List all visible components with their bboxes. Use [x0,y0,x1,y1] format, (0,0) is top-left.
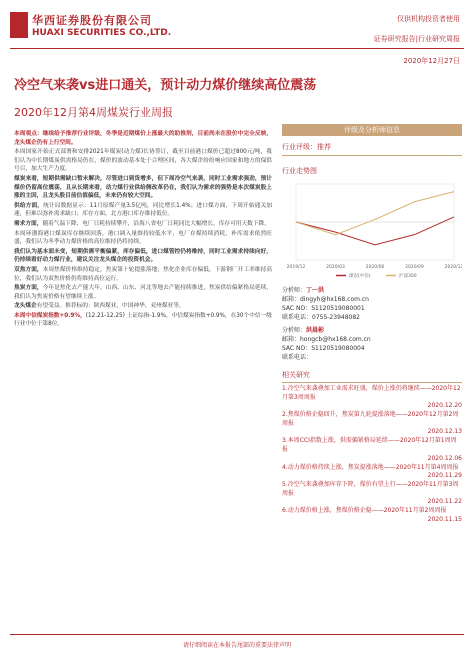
paragraph-7: 我们认为基本面未变，短期供需平衡偏紧，库存偏低，进口煤管控仍将维持，同时工业需求持续向好，仍持续看好动力煤行业，建议关注龙头煤企的投资机会。 [14,248,272,264]
rating-box-title: 评级及分析师信息 [282,124,462,136]
report-body [14,130,272,330]
trend-chart [282,178,462,282]
paragraph-5: 需求方面，随着气温下降，电厂日耗持续攀升，沿海八省电厂日耗同比大幅增长，库存可用天数下降。 [14,220,270,227]
company-name-en: HUAXI SECURITIES CO.,LTD. [32,28,172,38]
logo-mark [10,12,28,38]
analyst-2: 分析师：洪晨彬 邮箱：hongcb@hx168.com.cn SAC NO：S1120519080004 联系电话： [282,326,462,362]
x-tick-label: 2019/12 [286,265,306,270]
paragraph-4: 供给方面，统计局数据显示：11月原煤产量3.5亿吨，同比增长1.4%；进口煤方面，下周开始通关加速，但难以弥补需求缺口；库存方面，北方港口库存维持低位。 [14,202,273,218]
analyst-2-email[interactable]: 邮箱：hongcb@hx168.com.cn [282,336,371,343]
related-item[interactable]: 5.冷空气来袭叠加库存下降，煤价有望上行——2020年11月第3周周报 [282,481,459,497]
related-research-title: 相关研究 [282,370,462,383]
analyst-1: 分析师：丁一洪 邮箱：dingyh@hx168.com.cn SAC NO：S1120519080001 联系电话：0755-23948082 [282,286,462,322]
rating-value: 推荐 [317,143,331,151]
related-date: 2020.12.06 [427,454,462,462]
trend-chart-svg [282,178,462,282]
related-date: 2020.12.13 [427,428,462,436]
legend-label: 沪深300 [399,274,417,279]
x-tick-label: 2020/09 [405,265,424,270]
paragraph-6: 本周环渤海港口煤炭库存继续回落，港口调入量维持较低水平，电厂存煤持续消耗，补库需求依然旺盛，我们认为冬季动力煤价格的高位维持仍将持续。 [14,230,272,246]
related-item[interactable]: 3.本周CCI指数上涨，供需偏紧格局延续——2020年12月第1周周报 [282,437,457,453]
report-title: 冷空气来袭vs进口通关，预计动力煤价继续高位震荡 [14,78,317,93]
trend-chart-title: 行业走势图 [282,167,317,175]
x-tick-label: 2020/06 [365,265,385,270]
paragraph-11: 本周中信煤炭指数+0.9%，(12.21-12.25) 上证综指-1.9%，中信煤炭指数+0.9%，在30个中信一级行业中位于第8位。 [14,312,272,328]
related-date: 2020.11.29 [427,472,462,480]
related-research-list [282,385,462,523]
footer-disclaimer: 请仔细阅读在本报告尾部的重要法律声明 [182,642,291,649]
paragraph-3: 煤炭来看，短期供需缺口暂未解决，尽管进口到货增多，但下周冷空气来袭，同时工业需求强劲，预计煤价仍留高位震荡，且从长期来看，动力煤行业供给侧改革仍在，我们认为需求的强势是本次煤炭股上涨的主因，且龙头股目前估值偏低，未来仍有较大空间。 [14,175,272,200]
related-item[interactable]: 4.动力煤价格持续上涨，焦炭提涨落地——2020年11月第4周周报 [282,463,459,471]
paragraph-1: 本周观点：继续给予推荐行业评级，冬季是近期煤价上涨最大的助推剂，目前尚未在股价中完全反映，龙头煤企仍有上行空间。 [14,131,272,146]
company-name-cn: 华西证券股份有限公司 [32,14,152,27]
legend-label: 煤炭(中信) [349,274,371,279]
report-subtitle: 2020年12月第4周煤炭行业周报 [14,106,173,119]
sidebar [282,124,462,523]
paragraph-10: 龙头煤企有望受益。推荐标的：陕西煤业、中国神华、兖州煤业等。 [14,303,185,310]
tagline: 仅供机构投资者使用 [397,15,460,23]
paragraph-2: 本周国家开始正式部署和安排2021年煤炭(动力煤)长协签订，截至目前港口煤价已超过800元/吨，我们认为中长期煤炭供需格局仍在，煤价的波动基本处于合理区间，各大煤企纷纷响应国家和地方的保供号召，加大生产力度。 [14,149,272,173]
related-date: 2020.11.22 [427,498,462,506]
analyst-1-email[interactable]: 邮箱：dingyh@hx168.com.cn [282,296,369,303]
paragraph-9: 焦炭方面，今年是焦化去产能大年，山西、山东、河北等地去产能持续推进，焦炭供给偏紧格局延续，我们认为焦炭价格有望继续上涨。 [14,285,272,300]
paragraph-8: 双焦方面，本周焦煤价格维持稳定，焦炭第十轮提涨落地；焦化企业库存偏低，下游钢厂开工率维持高位，我们认为双焦价格仍将维持高位运行。 [14,266,272,282]
related-item[interactable]: 2.焦煤价格企稳回升，焦炭第九轮提涨落地——2020年12月第2周周报 [282,411,459,427]
header-divider [10,48,464,49]
related-item[interactable]: 6.动力煤价格上涨，焦煤价格企稳——2020年11月第2周周报 [282,507,447,515]
report-date: 2020年12月27日 [403,57,460,65]
related-date: 2020.12.20 [427,402,462,410]
industry-rating: 行业评级：推荐 [282,142,462,156]
x-tick-label: 2020/12 [444,265,462,270]
report-category: 证券研究报告|行业研究周报 [373,35,460,43]
related-date: 2020.11.15 [427,515,462,523]
footer-divider [10,634,464,635]
series-line-0 [296,217,454,245]
x-tick-label: 2020/03 [326,265,345,270]
related-item[interactable]: 1.冷空气来袭叠加工业需求旺盛，煤价上涨仍将继续——2020年12月第3周周报 [282,385,461,401]
